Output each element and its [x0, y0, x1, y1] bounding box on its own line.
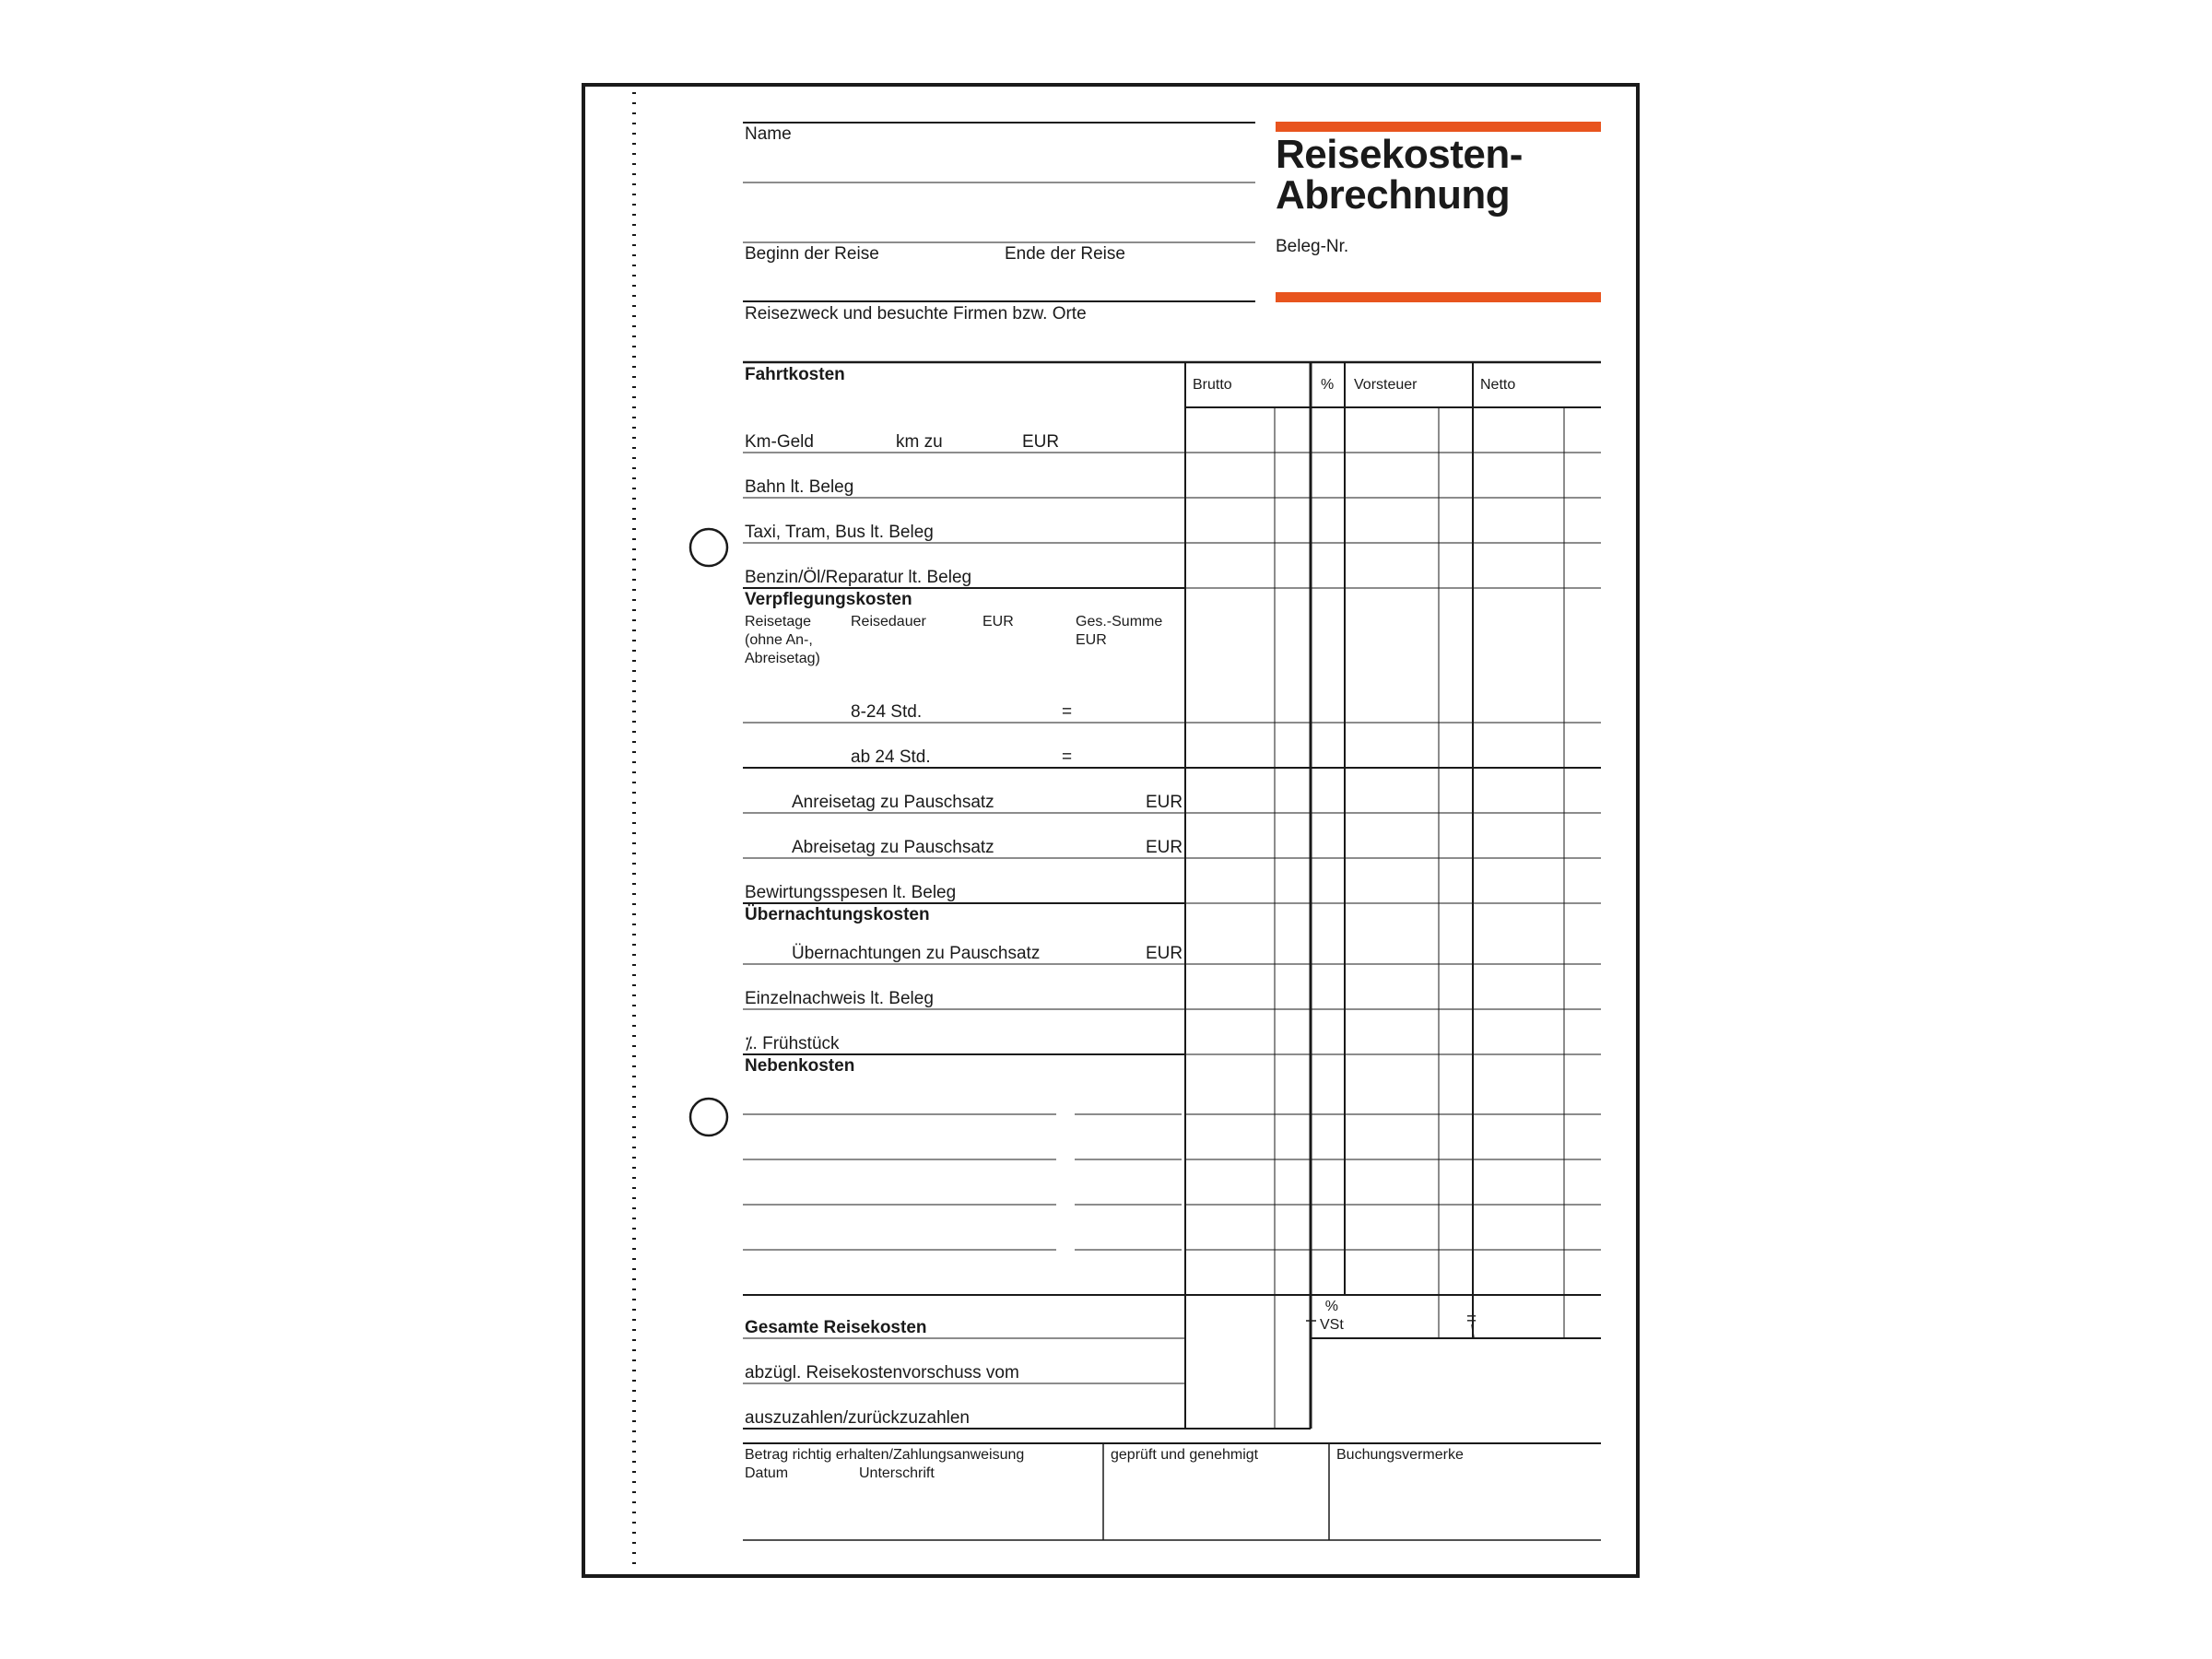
begin-field[interactable] — [743, 205, 992, 241]
vst-label: % VSt — [1320, 1299, 1344, 1333]
booking-notes-field[interactable] — [1330, 1465, 1601, 1539]
receipt-no-label: Beleg-Nr. — [1276, 237, 1349, 256]
netto-equals-sign: = — [1466, 1310, 1477, 1329]
footer-label-betrag: Betrag richtig erhalten/Zahlungsanweisung — [745, 1447, 1025, 1463]
signature-field[interactable] — [743, 1486, 1102, 1539]
form-title: Reisekosten- Abrechnung — [1276, 132, 1523, 218]
end-field[interactable] — [1003, 205, 1255, 241]
row-label-bahn: Bahn lt. Beleg — [745, 477, 854, 497]
row-label-abreisetag: Abreisetag zu Pauschsatz — [792, 838, 994, 857]
equals-sign: = — [1062, 702, 1073, 722]
purpose-field[interactable] — [743, 263, 1255, 300]
row-label-anreisetag: Anreisetag zu Pauschsatz — [792, 793, 994, 812]
footer-label-buchung: Buchungsvermerke — [1336, 1447, 1464, 1463]
uebernachtung-eur-label: EUR — [1146, 944, 1183, 963]
row-label-taxi: Taxi, Tram, Bus lt. Beleg — [745, 523, 934, 542]
column-header-percent: % — [1321, 377, 1335, 393]
row-label-vorschuss: abzügl. Reisekostenvorschuss vom — [745, 1363, 1019, 1382]
section-heading-uebernachtung: Übernachtungskosten — [745, 905, 930, 924]
begin-label: Beginn der Reise — [745, 244, 879, 264]
column-header-netto: Netto — [1480, 377, 1516, 393]
duration-8-24: 8-24 Std. — [851, 702, 923, 722]
name-field[interactable] — [743, 146, 1255, 182]
purpose-label: Reisezweck und besuchte Firmen bzw. Orte — [745, 304, 1087, 324]
row-label-bewirtung: Bewirtungsspesen lt. Beleg — [745, 883, 957, 902]
footer-label-geprueft: geprüft und genehmigt — [1111, 1447, 1259, 1463]
row-label-benzin: Benzin/Öl/Reparatur lt. Beleg — [745, 568, 972, 587]
column-header-vorsteuer: Vorsteuer — [1354, 377, 1418, 393]
receipt-no-field[interactable] — [1355, 230, 1594, 267]
duration-ab-24: ab 24 Std. — [851, 747, 931, 767]
column-header-brutto: Brutto — [1193, 377, 1232, 393]
row-label-fruehstueck: ⁒. Frühstück — [745, 1034, 840, 1053]
col-label-gessumme: Ges.-Summe EUR — [1076, 614, 1163, 648]
row-label-gesamte-reisekosten: Gesamte Reisekosten — [745, 1318, 927, 1337]
section-heading-verpflegung: Verpflegungskosten — [745, 590, 912, 609]
equals-sign: = — [1062, 747, 1073, 767]
km-zu-label: km zu — [896, 432, 943, 452]
approval-field[interactable] — [1104, 1465, 1328, 1539]
footer-label-datum: Datum — [745, 1465, 789, 1481]
col-label-reisetage: Reisetage (ohne An-, Abreisetag) — [745, 614, 820, 666]
col-label-eur: EUR — [982, 614, 1014, 629]
km-eur-label: EUR — [1022, 432, 1060, 452]
row-label-einzelnachweis: Einzelnachweis lt. Beleg — [745, 989, 934, 1008]
col-label-reisedauer: Reisedauer — [851, 614, 926, 629]
km-geld-label: Km-Geld — [745, 432, 814, 452]
row-label-uebernachtung-pauschal: Übernachtungen zu Pauschsatz — [792, 944, 1041, 963]
section-heading-nebenkosten: Nebenkosten — [745, 1056, 855, 1076]
footer-label-unterschrift: Unterschrift — [859, 1465, 935, 1481]
end-label: Ende der Reise — [1005, 244, 1125, 264]
row-label-auszahlen: auszuzahlen/zurückzuzahlen — [745, 1408, 970, 1428]
anreise-eur-label: EUR — [1146, 793, 1183, 812]
name-label: Name — [745, 124, 792, 144]
abreise-eur-label: EUR — [1146, 838, 1183, 857]
section-heading-fahrtkosten: Fahrtkosten — [745, 365, 845, 384]
